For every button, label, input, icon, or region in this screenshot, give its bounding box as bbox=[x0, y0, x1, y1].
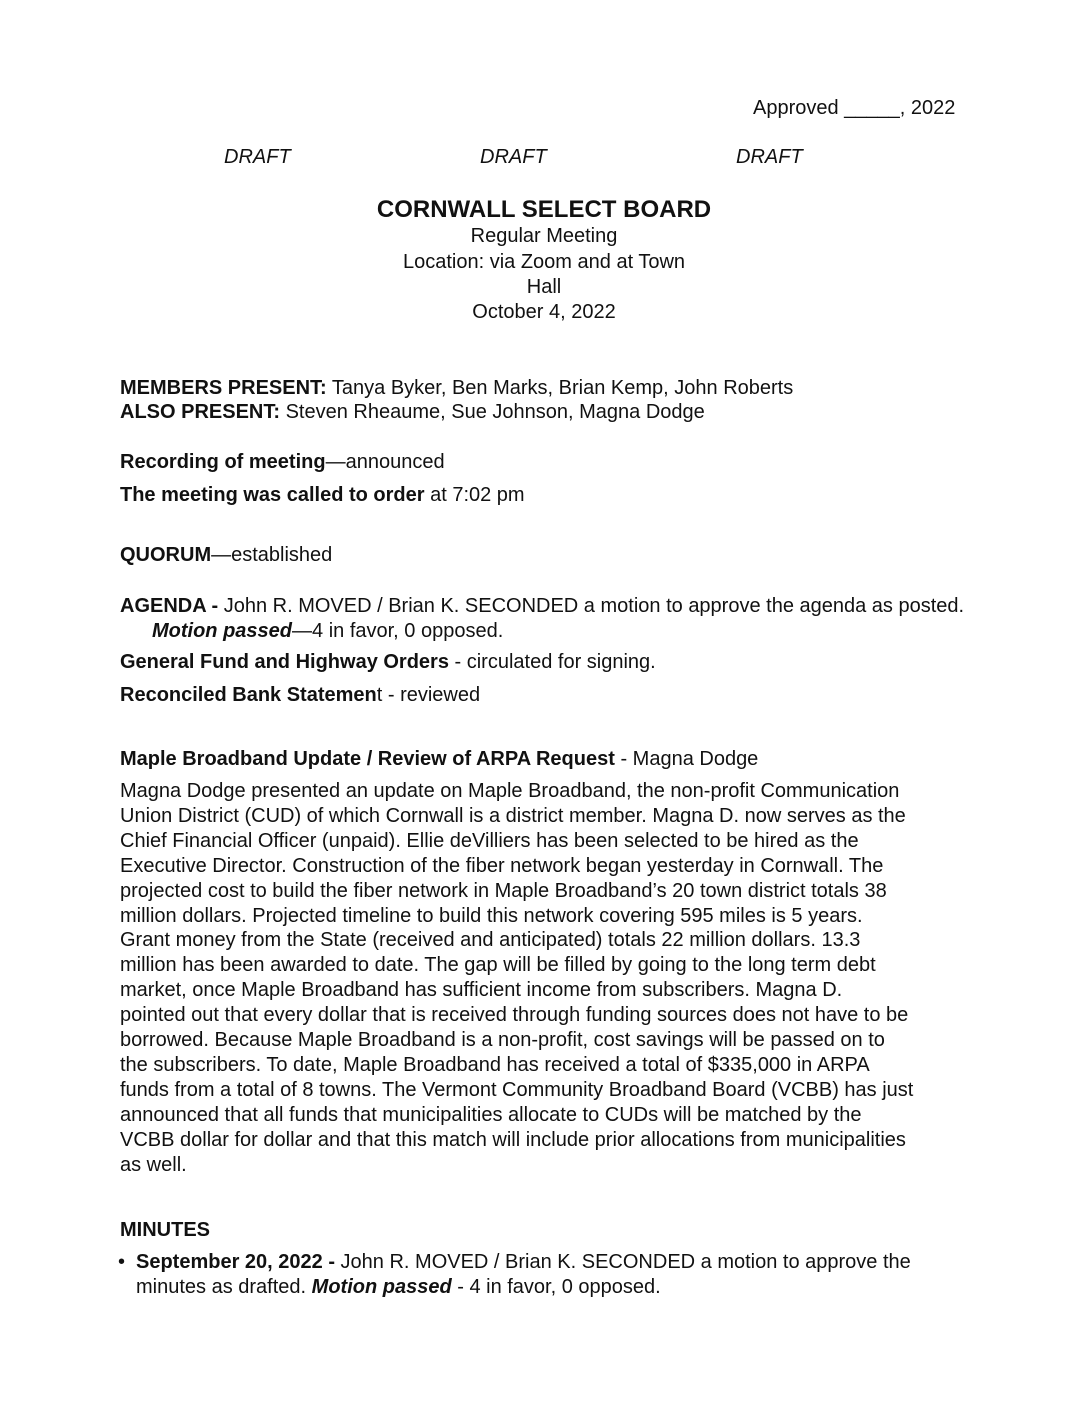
minutes-item-line1 bbox=[136, 1250, 980, 1275]
minutes-motion-passed: Motion passed bbox=[311, 1276, 452, 1298]
meeting-type: Regular Meeting bbox=[470, 225, 618, 247]
broadband-heading-label: Maple Broadband Update / Review of ARPA Request bbox=[120, 748, 615, 770]
bank-statement-item bbox=[120, 683, 980, 708]
paragraph-line: projected cost to build the fiber network in Maple Broadband’s 20 town district totals 38 bbox=[120, 879, 887, 902]
quorum-note bbox=[120, 543, 980, 568]
broadband-heading bbox=[120, 747, 980, 772]
paragraph-line: as well. bbox=[120, 1153, 187, 1176]
recording-text: —announced bbox=[325, 451, 445, 473]
bank-statement-text: t - reviewed bbox=[376, 684, 481, 706]
paragraph-line: Union District (CUD) of which Cornwall is a district member. Magna D. now serves as the bbox=[120, 804, 906, 827]
paragraph-line: VCBB dollar for dollar and that this match will include prior allocations from municipalities bbox=[120, 1128, 906, 1151]
draft-watermark-2: DRAFT bbox=[480, 146, 547, 168]
minutes-motion-text: John R. MOVED / Brian K. SECONDED a motion to approve the bbox=[335, 1251, 911, 1273]
paragraph-line: the subscribers. To date, Maple Broadband has received a total of $335,000 in ARPA bbox=[120, 1053, 870, 1076]
draft-watermark-1: DRAFT bbox=[224, 146, 291, 168]
also-present-label: ALSO PRESENT: bbox=[120, 401, 281, 423]
paragraph-line: Chief Financial Officer (unpaid). Ellie deVilliers has been selected to be hired as the bbox=[120, 829, 859, 852]
quorum-label: QUORUM bbox=[120, 544, 212, 566]
minutes-item-text bbox=[136, 1250, 980, 1300]
members-present-names: Tanya Byker, Ben Marks, Brian Kemp, John Roberts bbox=[326, 377, 794, 399]
orders-item bbox=[120, 650, 980, 675]
minutes-result: - 4 in favor, 0 opposed. bbox=[451, 1276, 661, 1298]
call-to-order-time: at 7:02 pm bbox=[424, 484, 525, 506]
recording-label: Recording of meeting bbox=[120, 451, 326, 473]
approval-line: Approved _____, 2022 bbox=[753, 97, 956, 119]
broadband-presenter: - Magna Dodge bbox=[614, 748, 759, 770]
agenda-item bbox=[120, 594, 980, 644]
recording-note bbox=[120, 450, 980, 475]
quorum-text: —established bbox=[211, 544, 333, 566]
members-present bbox=[120, 376, 980, 401]
minutes-item-line2 bbox=[136, 1275, 980, 1300]
minutes-date-label: September 20, 2022 - bbox=[136, 1251, 335, 1273]
paragraph-line: pointed out that every dollar that is received through funding sources does not have to be bbox=[120, 1004, 909, 1027]
agenda-motion: Motion passed bbox=[152, 620, 293, 642]
paragraph-line: Magna Dodge presented an update on Maple Broadband, the non-profit Communication bbox=[120, 780, 900, 802]
meeting-location-line2: Hall bbox=[526, 276, 562, 298]
call-to-order-label: The meeting was called to order bbox=[120, 484, 425, 506]
orders-text: - circulated for signing. bbox=[448, 651, 656, 673]
agenda-label: AGENDA - bbox=[120, 595, 219, 617]
call-to-order bbox=[120, 483, 980, 508]
paragraph-line: funds from a total of 8 towns. The Vermont Community Broadband Board (VCBB) has just bbox=[120, 1078, 914, 1101]
meeting-date: October 4, 2022 bbox=[472, 301, 616, 323]
minutes-drafted-text: minutes as drafted. bbox=[136, 1276, 312, 1298]
paragraph-line: Executive Director. Construction of the fiber network began yesterday in Cornwall. The bbox=[120, 854, 884, 877]
paragraph-line: million has been awarded to date. The gap will be filled by going to the long term debt bbox=[120, 954, 876, 977]
bullet-icon: • bbox=[118, 1251, 126, 1273]
meeting-location-line1: Location: via Zoom and at Town bbox=[402, 251, 686, 273]
paragraph-line: market, once Maple Broadband has sufficient income from subscribers. Magna D. bbox=[120, 979, 843, 1002]
broadband-paragraph bbox=[120, 779, 1020, 1178]
bank-statement-label: Reconciled Bank Statemen bbox=[120, 684, 377, 706]
paragraph-line: borrowed. Because Maple Broadband is a non-profit, cost savings will be passed on to bbox=[120, 1029, 885, 1052]
minutes-heading: MINUTES bbox=[120, 1219, 210, 1241]
paragraph-line: million dollars. Projected timeline to build this network covering 595 miles is 5 years. bbox=[120, 904, 863, 927]
draft-watermark-3: DRAFT bbox=[736, 146, 803, 168]
agenda-result: —4 in favor, 0 opposed. bbox=[292, 620, 504, 642]
members-present-label: MEMBERS PRESENT: bbox=[120, 377, 327, 399]
orders-label: General Fund and Highway Orders bbox=[120, 651, 449, 673]
paragraph-line: Grant money from the State (received and anticipated) totals 22 million dollars. 13.3 bbox=[120, 929, 861, 952]
agenda-text: John R. MOVED / Brian K. SECONDED a motion to approve the agenda as posted. bbox=[218, 595, 965, 617]
also-present bbox=[120, 400, 980, 425]
document-title: CORNWALL SELECT BOARD bbox=[376, 196, 712, 223]
paragraph-line: announced that all funds that municipalities allocate to CUDs will be matched by the bbox=[120, 1103, 862, 1126]
also-present-names: Steven Rheaume, Sue Johnson, Magna Dodge bbox=[280, 401, 705, 423]
